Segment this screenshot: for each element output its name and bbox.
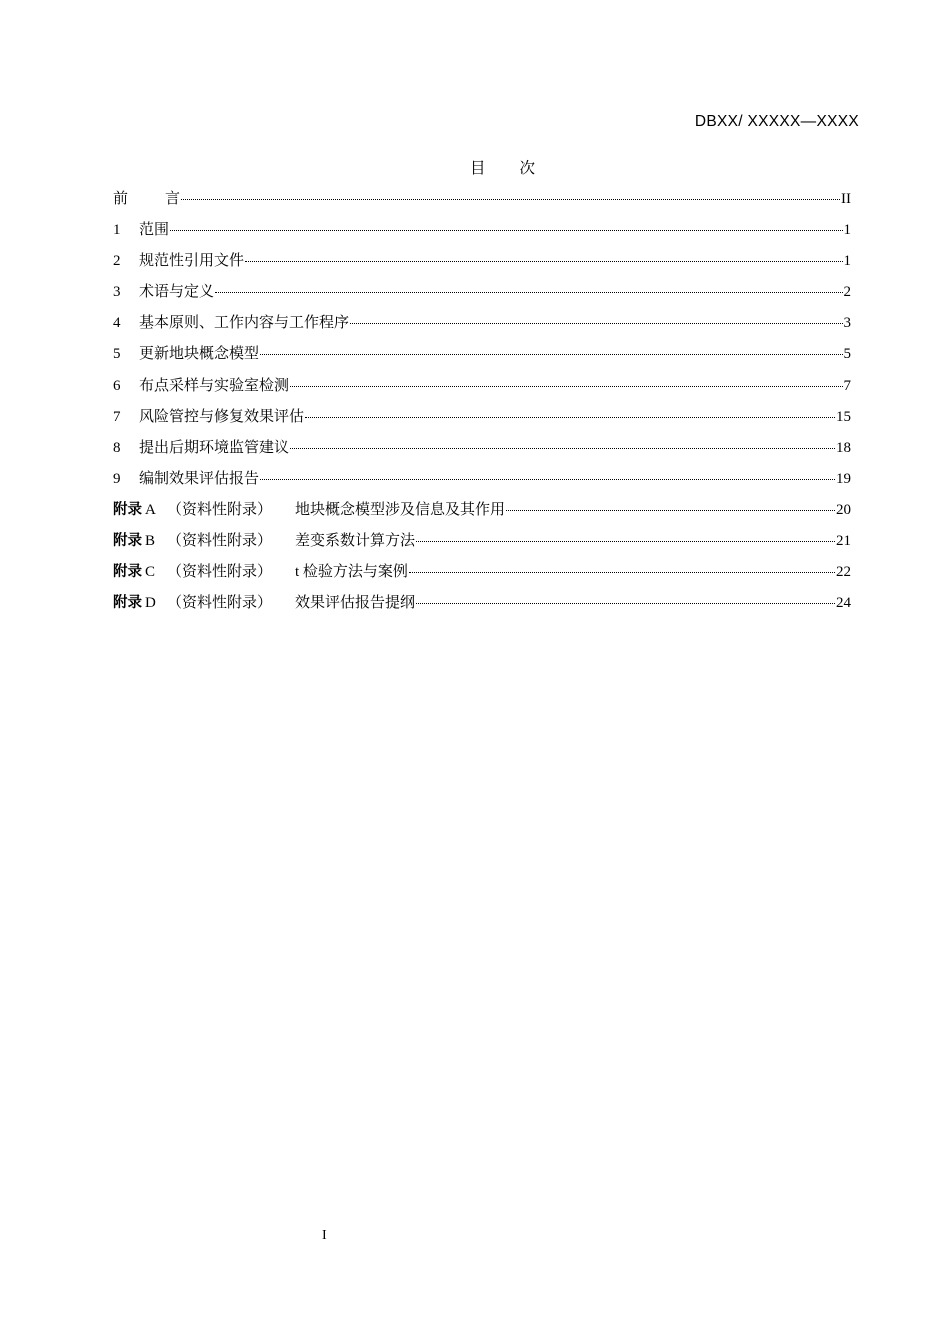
appendix-label: 附录 bbox=[113, 533, 142, 550]
dot-leader bbox=[181, 199, 840, 200]
toc-title-char-1: 目 bbox=[469, 160, 486, 177]
dot-leader bbox=[506, 510, 835, 511]
toc-entry-page: 18 bbox=[836, 439, 851, 456]
toc-entry-page: 2 bbox=[843, 284, 851, 301]
toc-entry-section-8[interactable] bbox=[113, 436, 851, 467]
toc-entry-page: 15 bbox=[836, 408, 851, 425]
toc-entry-text: 范围 bbox=[139, 222, 170, 239]
document-code: DBXX/ XXXXX—XXXX bbox=[694, 113, 859, 130]
toc-title-char-2: 次 bbox=[519, 160, 536, 177]
toc-entry-text: 更新地块概念模型 bbox=[139, 346, 260, 363]
toc-entry-number: 5 bbox=[113, 346, 121, 363]
appendix-type: （资料性附录） bbox=[167, 533, 273, 550]
toc-entry-appendix-b[interactable] bbox=[113, 529, 851, 560]
toc-entry-number: 6 bbox=[113, 377, 121, 394]
toc-entry-page: 7 bbox=[843, 377, 851, 394]
appendix-label: 附录 bbox=[113, 564, 142, 581]
toc-entry-number: 4 bbox=[113, 315, 121, 332]
toc-entry-text: 布点采样与实验室检测 bbox=[139, 377, 290, 394]
dot-leader bbox=[215, 292, 842, 293]
toc-entry-page: 20 bbox=[836, 501, 851, 518]
appendix-label: 附录 bbox=[113, 595, 142, 612]
toc-entry-page: II bbox=[841, 191, 851, 207]
toc-entry-text: 提出后期环境监管建议 bbox=[139, 439, 290, 456]
toc-entry-appendix-d[interactable] bbox=[113, 591, 851, 622]
toc-entry-page: 3 bbox=[843, 315, 851, 332]
toc-title bbox=[0, 156, 950, 178]
toc-entry-number: 1 bbox=[113, 222, 121, 239]
toc-entry-number: 7 bbox=[113, 408, 121, 425]
toc-entry-page: 1 bbox=[843, 253, 851, 270]
toc-entry-text: 风险管控与修复效果评估 bbox=[139, 408, 305, 425]
toc-entry-page: 24 bbox=[836, 595, 851, 612]
appendix-type: （资料性附录） bbox=[167, 564, 273, 581]
appendix-letter: A bbox=[145, 501, 156, 518]
toc-entry-text: 基本原则、工作内容与工作程序 bbox=[139, 315, 350, 332]
toc-entry-appendix-c[interactable] bbox=[113, 560, 851, 591]
appendix-type: （资料性附录） bbox=[167, 501, 273, 518]
toc-entry-section-5[interactable] bbox=[113, 342, 851, 373]
toc-entry-text: 编制效果评估报告 bbox=[139, 470, 260, 487]
toc-entry-section-7[interactable] bbox=[113, 405, 851, 436]
toc-entry-text: 差变系数计算方法 bbox=[295, 533, 416, 550]
toc-entry-section-2[interactable] bbox=[113, 249, 851, 280]
toc-entry-preface[interactable] bbox=[113, 187, 851, 218]
toc-entry-page: 1 bbox=[843, 222, 851, 239]
toc-entry-number: 3 bbox=[113, 284, 121, 301]
toc-entry-page: 19 bbox=[836, 470, 851, 487]
appendix-letter: C bbox=[145, 564, 156, 581]
dot-leader bbox=[416, 603, 835, 604]
toc-entry-text: 地块概念模型涉及信息及其作用 bbox=[295, 501, 506, 518]
toc-entry-page: 5 bbox=[843, 346, 851, 363]
toc-entry-section-3[interactable] bbox=[113, 280, 851, 311]
toc-entry-text: 规范性引用文件 bbox=[139, 253, 245, 270]
appendix-letter: B bbox=[145, 533, 156, 550]
toc-entry-section-1[interactable] bbox=[113, 218, 851, 249]
dot-leader bbox=[350, 323, 842, 324]
dot-leader bbox=[290, 448, 835, 449]
dot-leader bbox=[290, 386, 842, 387]
toc-entry-page: 22 bbox=[836, 564, 851, 581]
toc-entry-appendix-a[interactable] bbox=[113, 498, 851, 529]
appendix-label: 附录 bbox=[113, 501, 142, 518]
dot-leader bbox=[260, 354, 842, 355]
toc-entry-section-6[interactable] bbox=[113, 374, 851, 405]
toc-entry-text: t 检验方法与案例 bbox=[295, 564, 408, 581]
toc-entry-number: 2 bbox=[113, 253, 121, 270]
appendix-type: （资料性附录） bbox=[167, 595, 273, 612]
appendix-letter: D bbox=[145, 595, 156, 612]
toc-entry-section-9[interactable] bbox=[113, 467, 851, 498]
toc-entry-text: 效果评估报告提纲 bbox=[295, 595, 416, 612]
toc-entry-number: 9 bbox=[113, 470, 121, 487]
dot-leader bbox=[245, 261, 842, 262]
toc-entry-number: 8 bbox=[113, 439, 121, 456]
toc-entry-page: 21 bbox=[836, 533, 851, 550]
toc-entry-text: 术语与定义 bbox=[139, 284, 215, 301]
toc-entry-section-4[interactable] bbox=[113, 311, 851, 342]
dot-leader bbox=[305, 417, 835, 418]
page-number: I bbox=[322, 1228, 327, 1243]
dot-leader bbox=[416, 541, 835, 542]
table-of-contents bbox=[113, 187, 851, 622]
toc-entry-text: 前 言 bbox=[113, 191, 181, 207]
dot-leader bbox=[409, 572, 835, 573]
dot-leader bbox=[170, 230, 842, 231]
dot-leader bbox=[260, 479, 835, 480]
